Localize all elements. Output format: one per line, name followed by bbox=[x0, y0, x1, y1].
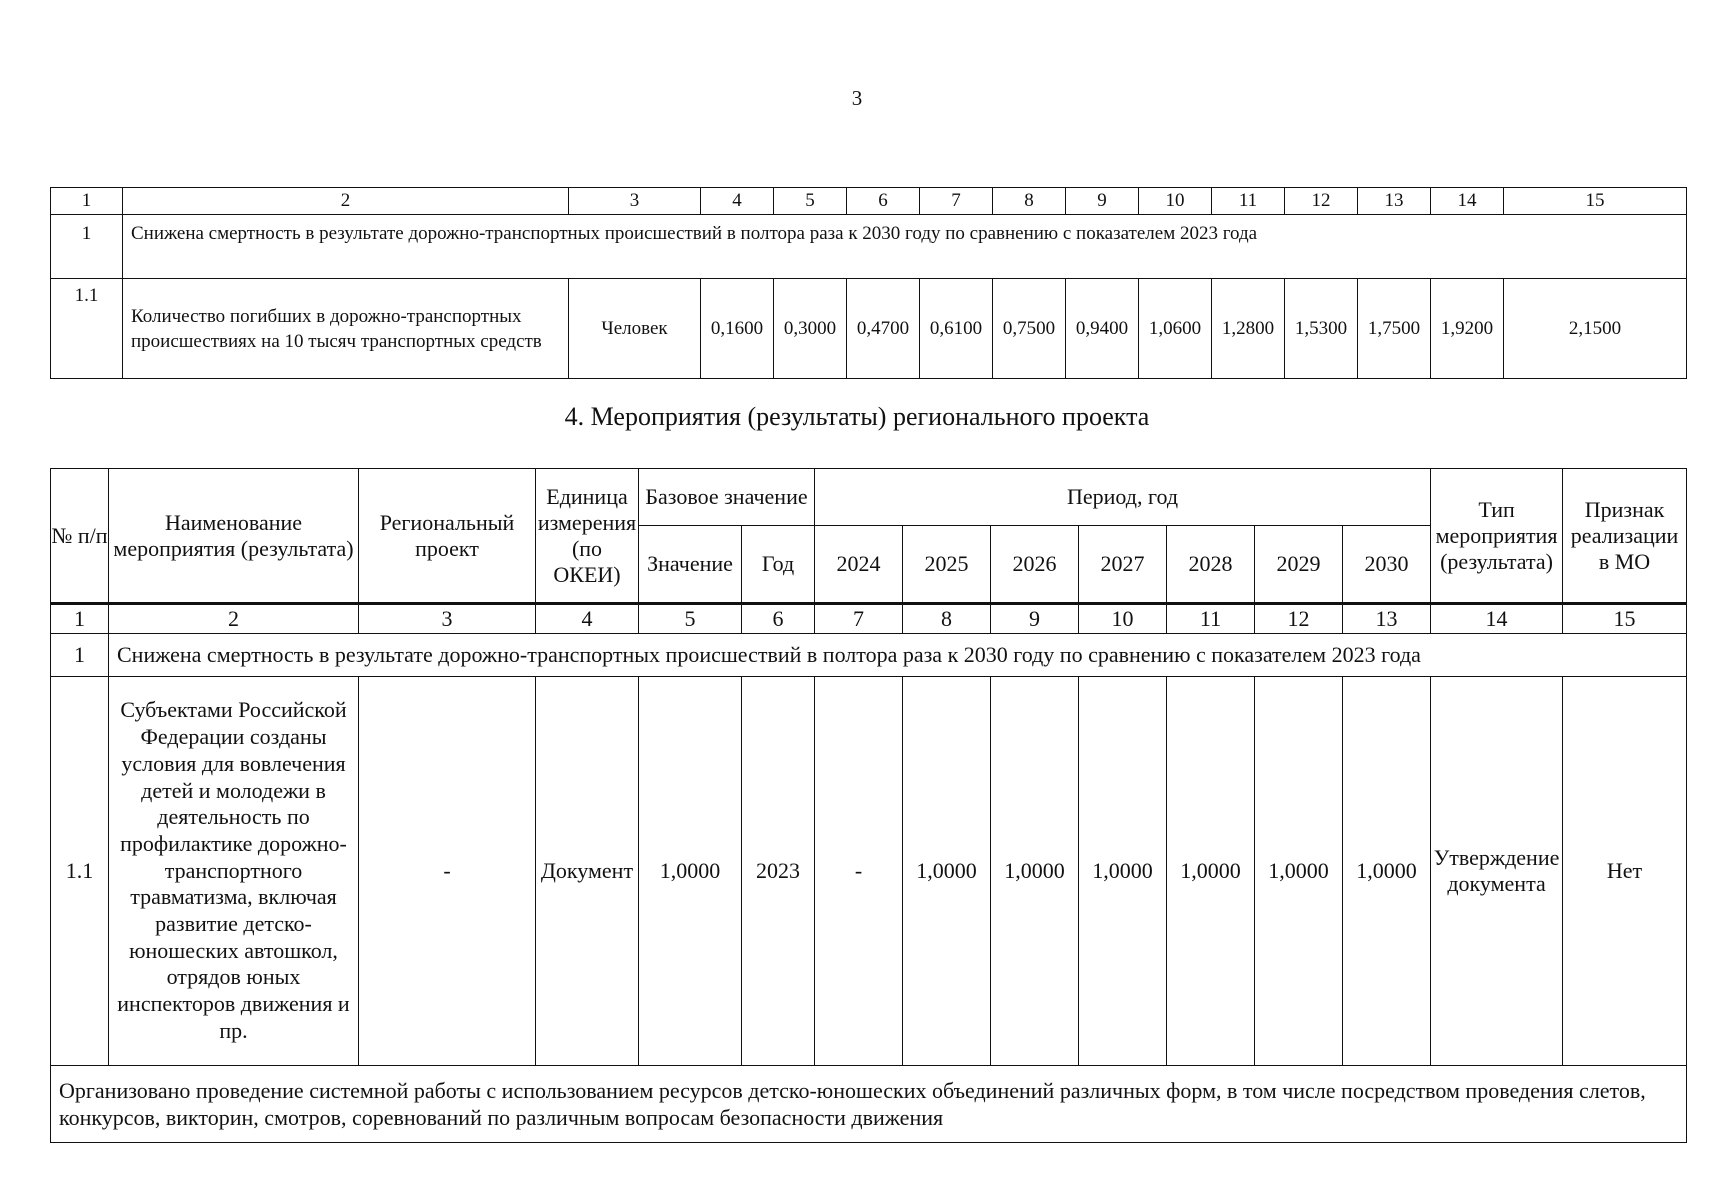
header-name: Наименование мероприятия (результата) bbox=[109, 469, 359, 604]
col-number: 4 bbox=[536, 604, 639, 634]
indicators-table bbox=[50, 187, 1687, 379]
col-number: 7 bbox=[815, 604, 903, 634]
col-number: 3 bbox=[359, 604, 536, 634]
activity-name: Субъектами Российской Федерации созданы условия для вовлечения детей и молодежи в деятельность по профилактике дорожно-транспортного травматизма, включая развитие детско-юношеских автошкол, отрядов юных инспекторов движения и пр. bbox=[109, 677, 359, 1066]
activity-value: 1,0000 bbox=[1079, 677, 1167, 1066]
note-row bbox=[51, 1066, 1687, 1143]
col-number: 9 bbox=[1066, 188, 1139, 215]
col-number: 2 bbox=[123, 188, 569, 215]
section-title: 4. Мероприятия (результаты) регионального проекта bbox=[564, 402, 1150, 431]
col-number: 1 bbox=[51, 604, 109, 634]
header-year: 2029 bbox=[1255, 526, 1343, 604]
indicator-value: 2,1500 bbox=[1504, 279, 1687, 379]
indicator-value: 0,3000 bbox=[774, 279, 847, 379]
header-sign: Признак реализации в МО bbox=[1563, 469, 1687, 604]
activity-base-year: 2023 bbox=[742, 677, 815, 1066]
indicator-value: 0,6100 bbox=[920, 279, 993, 379]
col-number: 7 bbox=[920, 188, 993, 215]
indicator-value: 1,7500 bbox=[1358, 279, 1431, 379]
col-number: 13 bbox=[1358, 188, 1431, 215]
indicator-row bbox=[51, 279, 1687, 379]
col-number: 1 bbox=[51, 188, 123, 215]
col-number: 4 bbox=[701, 188, 774, 215]
col-number: 15 bbox=[1563, 604, 1687, 634]
col-number: 13 bbox=[1343, 604, 1431, 634]
column-number-row bbox=[51, 604, 1687, 634]
header-unit: Единица измерения (по ОКЕИ) bbox=[536, 469, 639, 604]
activities-table bbox=[50, 468, 1687, 1143]
col-number: 6 bbox=[742, 604, 815, 634]
goal-row bbox=[51, 634, 1687, 677]
header-type: Тип мероприятия (результата) bbox=[1431, 469, 1563, 604]
header-year: 2027 bbox=[1079, 526, 1167, 604]
activity-row bbox=[51, 677, 1687, 1066]
indicator-value: 0,4700 bbox=[847, 279, 920, 379]
header-project: Региональный проект bbox=[359, 469, 536, 604]
col-number: 12 bbox=[1255, 604, 1343, 634]
goal-number: 1 bbox=[51, 634, 109, 677]
activity-type: Утверждение документа bbox=[1431, 677, 1563, 1066]
activity-base-value: 1,0000 bbox=[639, 677, 742, 1066]
col-number: 11 bbox=[1212, 188, 1285, 215]
header-year: 2025 bbox=[903, 526, 991, 604]
indicator-value: 1,0600 bbox=[1139, 279, 1212, 379]
column-number-row bbox=[51, 188, 1687, 215]
header-period: Период, год bbox=[815, 469, 1431, 526]
header-year: 2028 bbox=[1167, 526, 1255, 604]
indicator-value: 1,9200 bbox=[1431, 279, 1504, 379]
indicator-value: 0,1600 bbox=[701, 279, 774, 379]
activity-value: - bbox=[815, 677, 903, 1066]
activity-unit: Документ bbox=[536, 677, 639, 1066]
col-number: 11 bbox=[1167, 604, 1255, 634]
header-base-value: Значение bbox=[639, 526, 742, 604]
col-number: 6 bbox=[847, 188, 920, 215]
page-number: 3 bbox=[851, 86, 863, 110]
indicator-name: Количество погибших в дорожно-транспортных происшествиях на 10 тысяч транспортных средств bbox=[123, 279, 569, 379]
indicator-value: 0,7500 bbox=[993, 279, 1066, 379]
col-number: 15 bbox=[1504, 188, 1687, 215]
col-number: 12 bbox=[1285, 188, 1358, 215]
col-number: 8 bbox=[903, 604, 991, 634]
goal-text: Снижена смертность в результате дорожно-транспортных происшествий в полтора раза к 2030 году по сравнению с показателем 2023 года bbox=[123, 215, 1687, 279]
activity-value: 1,0000 bbox=[1343, 677, 1431, 1066]
goal-row bbox=[51, 215, 1687, 279]
activity-value: 1,0000 bbox=[1167, 677, 1255, 1066]
indicator-unit: Человек bbox=[569, 279, 701, 379]
col-number: 2 bbox=[109, 604, 359, 634]
activity-value: 1,0000 bbox=[903, 677, 991, 1066]
header-base-year: Год bbox=[742, 526, 815, 604]
header-row bbox=[51, 469, 1687, 526]
indicator-value: 1,5300 bbox=[1285, 279, 1358, 379]
col-number: 3 bbox=[569, 188, 701, 215]
header-year: 2024 bbox=[815, 526, 903, 604]
col-number: 14 bbox=[1431, 604, 1563, 634]
col-number: 10 bbox=[1139, 188, 1212, 215]
col-number: 9 bbox=[991, 604, 1079, 634]
col-number: 10 bbox=[1079, 604, 1167, 634]
col-number: 8 bbox=[993, 188, 1066, 215]
col-number: 5 bbox=[639, 604, 742, 634]
indicator-number: 1.1 bbox=[51, 279, 123, 379]
goal-number: 1 bbox=[51, 215, 123, 279]
activity-value: 1,0000 bbox=[1255, 677, 1343, 1066]
activity-sign: Нет bbox=[1563, 677, 1687, 1066]
header-num: № п/п bbox=[51, 469, 109, 604]
col-number: 5 bbox=[774, 188, 847, 215]
activity-note: Организовано проведение системной работы с использованием ресурсов детско-юношеских объединений различных форм, в том числе посредством проведения слетов, конкурсов, викторин, смотров, соревнований по различным вопросам безопасности движения bbox=[51, 1066, 1687, 1143]
header-year: 2026 bbox=[991, 526, 1079, 604]
col-number: 14 bbox=[1431, 188, 1504, 215]
activity-value: 1,0000 bbox=[991, 677, 1079, 1066]
activity-number: 1.1 bbox=[51, 677, 109, 1066]
goal-text: Снижена смертность в результате дорожно-транспортных происшествий в полтора раза к 2030 году по сравнению с показателем 2023 года bbox=[109, 634, 1687, 677]
activity-project: - bbox=[359, 677, 536, 1066]
indicator-value: 0,9400 bbox=[1066, 279, 1139, 379]
indicator-value: 1,2800 bbox=[1212, 279, 1285, 379]
header-base: Базовое значение bbox=[639, 469, 815, 526]
header-year: 2030 bbox=[1343, 526, 1431, 604]
